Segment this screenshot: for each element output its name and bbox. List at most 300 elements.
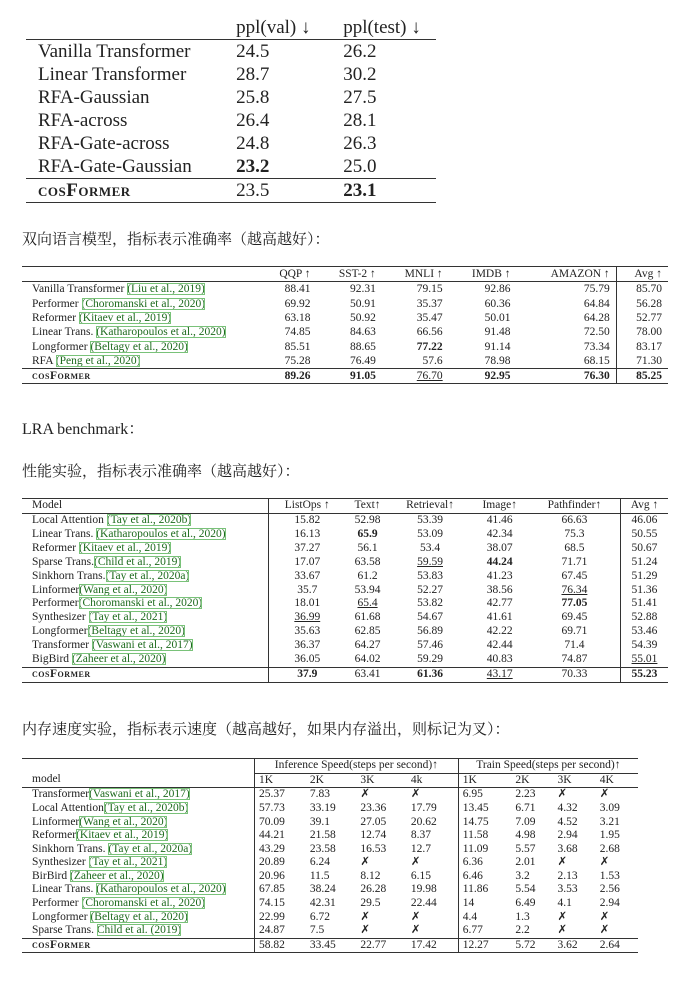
table-row <box>22 569 668 583</box>
citation-link[interactable]: Child et al. (2019) <box>96 924 182 937</box>
value-cell: 88.65 <box>349 340 376 353</box>
value-cell: 83.17 <box>616 339 668 353</box>
model-name-cell: Vanilla Transformer (Liu et al., 2019) <box>32 283 205 296</box>
citation-link[interactable]: (Tay et al., 2021) <box>88 611 168 624</box>
value-cell: 70.09 <box>255 815 306 829</box>
value-cell: 12.74 <box>360 829 387 842</box>
model-name-cell: Linear Trans. (Katharopoulos et al., 2020) <box>32 527 226 540</box>
citation-link[interactable]: (Beltagy et al., 2020) <box>87 625 185 638</box>
value-cell: 6.49 <box>515 897 536 910</box>
value-cell: 35.7 <box>269 583 346 597</box>
table-row <box>22 870 638 884</box>
value-cell: 2.13 <box>557 869 578 882</box>
value-cell: 2.68 <box>599 842 620 855</box>
model-name-cell: BigBird (Zaheer et al., 2020) <box>32 652 166 665</box>
value-cell: 5.57 <box>515 842 536 855</box>
citation-link[interactable]: (Wang et al., 2020) <box>79 815 168 828</box>
value-cell: 91.48 <box>484 326 511 339</box>
value-cell: 25.37 <box>255 788 306 802</box>
value-cell: 42.77 <box>486 597 513 610</box>
value-cell: 92.86 <box>484 283 511 296</box>
header-cell: 2K <box>511 773 553 788</box>
model-name-cell: Local Attention(Tay et al., 2020b) <box>32 801 189 814</box>
header-cell: 4k <box>407 773 458 788</box>
value-cell: 71.30 <box>616 354 668 369</box>
header-cell: Image↑ <box>471 499 529 514</box>
value-cell: 3.2 <box>515 869 530 882</box>
value-cell: 38.07 <box>486 541 513 554</box>
table-row <box>22 528 668 542</box>
value-cell: 36.37 <box>269 639 346 653</box>
header-cell: 3K <box>356 773 407 788</box>
model-name-cell: Sparse Trans. Child et al. (2019) <box>32 924 182 937</box>
citation-link[interactable]: (Vaswani et al., 2017) <box>91 639 193 652</box>
value-cell: 14.75 <box>458 815 511 829</box>
model-name-cell: Linear Trans. (Katharopoulos et al., 2020) <box>32 883 226 896</box>
value-cell: 42.22 <box>486 625 513 638</box>
value-cell: 77.22 <box>416 340 443 353</box>
table-row <box>22 611 668 625</box>
value-cell: 3.09 <box>599 801 620 814</box>
value-cell: 40.83 <box>486 652 513 665</box>
value-cell: 7.09 <box>515 815 536 828</box>
perplexity-table <box>26 16 436 203</box>
table-row <box>22 583 668 597</box>
value-cell: 79.15 <box>416 283 443 296</box>
value-cell: 57.46 <box>417 639 443 652</box>
value-cell: ✗ <box>557 924 568 937</box>
citation-link[interactable]: (Choromanski et al., 2020) <box>78 597 203 610</box>
value-cell: 69.71 <box>561 625 588 638</box>
value-cell: 3.68 <box>557 842 578 855</box>
header-cell: Model <box>22 499 269 514</box>
value-cell: 68.5 <box>564 541 585 554</box>
model-name-cell: Local Attention (Tay et al., 2020b) <box>32 514 192 527</box>
caption-speed: 内存速度实验，指标表示速度（越高越好，如果内存溢出，则标记为叉）： <box>22 720 510 738</box>
bidirectional-accuracy-table <box>22 266 668 384</box>
header-cell: MNLI ↑ <box>382 267 449 282</box>
value-cell: 74.15 <box>255 897 306 911</box>
table-row <box>22 897 638 911</box>
value-cell: ✗ <box>557 788 568 801</box>
value-cell: 53.83 <box>417 569 443 582</box>
value-cell: ✗ <box>557 856 568 869</box>
value-cell: 35.63 <box>269 625 346 639</box>
table-row <box>22 282 668 297</box>
model-name-cell: Reformer (Kitaev et al., 2019) <box>32 541 172 554</box>
value-cell: 59.59 <box>417 555 443 568</box>
speed-table <box>22 758 638 953</box>
table-row: RFA-Gate-across 24.8 26.3 <box>38 133 377 154</box>
model-name-cell: Sinkhorn Trans.(Tay et al., 2020a) <box>32 569 190 582</box>
header-cell <box>22 267 260 282</box>
value-cell: 27.05 <box>360 815 387 828</box>
header-cell: Text↑ <box>346 499 390 514</box>
value-cell: 50.55 <box>620 528 668 542</box>
value-cell: 63.18 <box>284 312 311 325</box>
value-cell: 26.28 <box>360 883 387 896</box>
value-cell: 12.7 <box>410 842 431 855</box>
value-cell: 50.01 <box>484 312 511 325</box>
citation-link[interactable]: (Peng et al., 2020) <box>55 354 141 367</box>
value-cell: 52.27 <box>417 583 443 596</box>
header-cell: IMDB ↑ <box>449 267 517 282</box>
table-row <box>22 297 668 311</box>
table-row <box>22 653 668 667</box>
header-cell: model <box>22 773 255 788</box>
value-cell: 11.09 <box>458 843 511 857</box>
value-cell: 23.58 <box>309 842 336 855</box>
value-cell: 16.13 <box>269 528 346 542</box>
value-cell: 3.21 <box>599 815 620 828</box>
value-cell: 65.4 <box>357 597 378 610</box>
value-cell: 53.09 <box>417 527 443 540</box>
value-cell: 51.29 <box>620 569 668 583</box>
value-cell: 77.05 <box>561 597 588 610</box>
header-cell: Avg ↑ <box>620 499 668 514</box>
value-cell: 56.1 <box>357 541 378 554</box>
model-name-cell: RFA (Peng et al., 2020) <box>32 354 141 367</box>
value-cell: 8.12 <box>360 869 381 882</box>
value-cell: 36.05 <box>269 653 346 667</box>
caption-lra: LRA benchmark： <box>22 421 145 438</box>
value-cell: 72.50 <box>583 326 610 339</box>
model-name-cell: Sparse Trans.(Child et al., 2019) <box>32 555 182 568</box>
citation-link[interactable]: (Choromanski et al., 2020) <box>81 897 206 910</box>
value-cell: 44.24 <box>486 555 513 568</box>
value-cell: 6.71 <box>515 801 536 814</box>
value-cell: 4.1 <box>557 897 572 910</box>
table-row: cosFormer 89.26 91.05 76.70 92.95 76.30 85.25 <box>22 369 668 384</box>
citation-link[interactable]: (Choromanski et al., 2020) <box>81 297 206 310</box>
value-cell: 50.67 <box>620 542 668 556</box>
value-cell: 52.88 <box>620 611 668 625</box>
value-cell: 20.89 <box>255 856 306 870</box>
citation-link[interactable]: (Beltagy et al., 2020) <box>90 340 188 353</box>
value-cell: 35.37 <box>416 297 443 310</box>
table-row: RFA-Gate-Gaussian 23.2 25.0 <box>38 156 377 177</box>
value-cell: 6.95 <box>458 788 511 802</box>
value-cell: 11.86 <box>458 883 511 897</box>
header-cell: 2K <box>306 773 357 788</box>
value-cell: 66.63 <box>561 514 588 527</box>
value-cell: 36.99 <box>269 611 346 625</box>
citation-link[interactable]: (Beltagy et al., 2020) <box>90 910 188 923</box>
table-row: RFA-across 26.4 28.1 <box>38 110 377 131</box>
table-row <box>22 829 638 843</box>
value-cell: 75.3 <box>564 527 585 540</box>
table-row <box>22 311 668 325</box>
value-cell: 71.71 <box>561 555 588 568</box>
value-cell: 55.01 <box>620 653 668 667</box>
citation-link[interactable]: (Tay et al., 2021) <box>88 856 168 869</box>
value-cell: 43.29 <box>255 843 306 857</box>
value-cell: 18.01 <box>269 597 346 611</box>
value-cell: 74.87 <box>561 652 588 665</box>
table-row: cosFormer 23.5 23.1 <box>26 179 436 203</box>
value-cell: 68.15 <box>583 354 610 367</box>
value-cell: 61.68 <box>354 611 381 624</box>
value-cell: 61.2 <box>357 569 378 582</box>
citation-link[interactable]: (Kitaev et al., 2019) <box>78 312 172 325</box>
model-name-cell: BirBird (Zaheer et al., 2020) <box>32 869 164 882</box>
citation-link[interactable]: (Katharopoulos et al., 2020) <box>96 527 226 540</box>
header-cell: 4K <box>596 773 638 788</box>
value-cell: 64.84 <box>583 297 610 310</box>
citation-link[interactable]: (Katharopoulos et al., 2020) <box>96 883 226 896</box>
table-row: RFA-Gaussian 25.8 27.5 <box>38 87 377 108</box>
table-row <box>22 788 638 802</box>
value-cell: 38.56 <box>486 583 513 596</box>
value-cell: 29.5 <box>360 897 381 910</box>
model-name-cell: Synthesizer (Tay et al., 2021) <box>32 856 168 869</box>
value-cell: 52.77 <box>616 311 668 325</box>
value-cell: ✗ <box>599 856 610 869</box>
value-cell: 5.54 <box>515 883 536 896</box>
value-cell: 53.39 <box>417 514 443 527</box>
value-cell: 51.24 <box>620 556 668 570</box>
lra-accuracy-table <box>22 498 668 683</box>
value-cell: 46.06 <box>620 513 668 527</box>
value-cell: 6.46 <box>458 870 511 884</box>
value-cell: 41.61 <box>486 611 513 624</box>
value-cell: ✗ <box>410 924 421 937</box>
value-cell: 64.28 <box>583 312 610 325</box>
value-cell: 2.2 <box>515 924 530 937</box>
header-cell: ppl(test) ↓ <box>325 16 436 40</box>
value-cell: 63.58 <box>354 555 381 568</box>
value-cell: ✗ <box>557 910 568 923</box>
value-cell: 56.28 <box>616 297 668 311</box>
model-name-cell: Performer (Choromanski et al., 2020) <box>32 297 206 310</box>
model-name-cell: Transformer (Vaswani et al., 2017) <box>32 639 193 652</box>
value-cell: 65.9 <box>357 527 378 540</box>
value-cell: 62.85 <box>354 625 381 638</box>
table-row <box>22 556 668 570</box>
value-cell: 2.56 <box>599 883 620 896</box>
citation-link[interactable]: (Tay et al., 2020a) <box>105 569 190 582</box>
value-cell: 71.4 <box>564 639 585 652</box>
value-cell: 57.6 <box>422 354 443 367</box>
value-cell: ✗ <box>410 856 421 869</box>
header-cell: Pathfinder↑ <box>529 499 621 514</box>
value-cell: 24.87 <box>255 924 306 938</box>
value-cell: 60.36 <box>484 297 511 310</box>
value-cell: 6.15 <box>410 869 431 882</box>
value-cell: 19.98 <box>410 883 437 896</box>
citation-link[interactable]: (Vaswani et al., 2017) <box>89 788 190 801</box>
value-cell: 35.47 <box>416 312 443 325</box>
table-row <box>22 354 668 369</box>
citation-link[interactable]: (Zaheer et al., 2020) <box>70 869 164 882</box>
table-row: Vanilla Transformer 24.5 26.2 <box>38 41 377 62</box>
value-cell: 69.45 <box>561 611 588 624</box>
header-cell: AMAZON ↑ <box>517 267 617 282</box>
header-cell: SST-2 ↑ <box>317 267 382 282</box>
value-cell: 4.4 <box>458 911 511 925</box>
value-cell: 52.98 <box>354 514 381 527</box>
value-cell: 6.24 <box>309 856 330 869</box>
value-cell: 44.21 <box>255 829 306 843</box>
value-cell: 78.98 <box>484 354 511 367</box>
train-speed-group: Train Speed(steps per second)↑ <box>458 759 638 774</box>
value-cell: 84.63 <box>349 326 376 339</box>
value-cell: 6.72 <box>309 910 330 923</box>
value-cell: 39.1 <box>309 815 330 828</box>
value-cell: 56.89 <box>417 625 443 638</box>
value-cell: 67.45 <box>561 569 588 582</box>
table-row <box>22 924 638 938</box>
value-cell: 59.29 <box>417 652 443 665</box>
citation-link[interactable]: (Tay et al., 2020b) <box>103 801 189 814</box>
value-cell: 42.44 <box>486 639 513 652</box>
value-cell: 3.53 <box>557 883 578 896</box>
value-cell: 64.02 <box>354 652 381 665</box>
table-row: Linear Transformer 28.7 30.2 <box>38 64 377 85</box>
table-row: cosFormer 58.82 33.45 22.77 17.42 12.27 5.72 3.62 2.64 <box>22 938 638 953</box>
value-cell: 76.49 <box>349 354 376 367</box>
value-cell: 2.23 <box>515 788 536 801</box>
header-cell: Retrieval↑ <box>390 499 471 514</box>
value-cell: 53.94 <box>354 583 381 596</box>
model-name-cell: Reformer (Kitaev et al., 2019) <box>32 312 172 325</box>
table-row <box>22 802 638 816</box>
table-row <box>22 856 638 870</box>
value-cell: 17.07 <box>269 556 346 570</box>
model-name-cell: Reformer(Kitaev et al., 2019) <box>32 829 169 842</box>
table-row <box>22 911 638 925</box>
value-cell: 42.34 <box>486 527 513 540</box>
value-cell: 88.41 <box>284 283 311 296</box>
citation-link[interactable]: (Tay et al., 2020b) <box>106 514 192 527</box>
header-cell <box>26 16 218 40</box>
value-cell: 51.41 <box>620 597 668 611</box>
value-cell: 20.62 <box>410 815 437 828</box>
citation-link[interactable]: (Liu et al., 2019) <box>127 283 205 296</box>
value-cell: 54.39 <box>620 639 668 653</box>
value-cell: 38.24 <box>309 883 336 896</box>
value-cell: 4.32 <box>557 801 578 814</box>
value-cell: 41.46 <box>486 514 513 527</box>
value-cell: 37.27 <box>269 542 346 556</box>
value-cell: ✗ <box>410 910 421 923</box>
value-cell: 1.3 <box>515 910 530 923</box>
model-name-cell: Performer(Choromanski et al., 2020) <box>32 597 203 610</box>
value-cell: 92.31 <box>349 283 376 296</box>
value-cell: 41.23 <box>486 569 513 582</box>
citation-link[interactable]: (Child et al., 2019) <box>93 555 182 568</box>
model-name-cell: Longformer (Beltagy et al., 2020) <box>32 340 188 353</box>
value-cell: 64.27 <box>354 639 381 652</box>
value-cell: 53.4 <box>419 541 441 554</box>
value-cell: 69.92 <box>284 297 311 310</box>
citation-link[interactable]: (Tay et al., 2020a) <box>108 842 193 855</box>
value-cell: 8.37 <box>410 829 431 842</box>
value-cell: 73.34 <box>583 340 610 353</box>
header-cell: Avg ↑ <box>616 267 668 282</box>
table-row <box>22 339 668 353</box>
model-name-cell: Linear Trans. (Katharopoulos et al., 2020) <box>32 326 226 339</box>
value-cell: 51.36 <box>620 583 668 597</box>
value-cell: 16.53 <box>360 842 387 855</box>
value-cell: 67.85 <box>255 883 306 897</box>
value-cell: 54.67 <box>417 611 443 624</box>
value-cell: 15.82 <box>269 513 346 527</box>
header-cell: 1K <box>255 773 306 788</box>
value-cell: 53.46 <box>620 625 668 639</box>
table-row <box>22 843 638 857</box>
value-cell: ✗ <box>599 910 610 923</box>
model-name-cell: Sinkhorn Trans. (Tay et al., 2020a) <box>32 842 193 855</box>
value-cell: ✗ <box>360 910 370 923</box>
header-cell: QQP ↑ <box>260 267 317 282</box>
value-cell: ✗ <box>360 856 370 869</box>
value-cell: 7.5 <box>309 924 325 937</box>
value-cell: ✗ <box>360 924 370 937</box>
citation-link[interactable]: (Kitaev et al., 2019) <box>78 541 172 554</box>
inference-speed-group: Inference Speed(steps per second)↑ <box>255 759 459 774</box>
header-cell: ppl(val) ↓ <box>218 16 325 40</box>
model-name-cell: Performer (Choromanski et al., 2020) <box>32 897 206 910</box>
table-row <box>22 883 638 897</box>
value-cell: 4.98 <box>515 829 536 842</box>
value-cell: 53.82 <box>417 597 443 610</box>
table-row <box>22 513 668 527</box>
value-cell: 66.56 <box>416 326 443 339</box>
value-cell: 85.51 <box>284 340 311 353</box>
citation-link[interactable]: (Wang et al., 2020) <box>79 583 168 596</box>
value-cell: 57.73 <box>255 802 306 816</box>
value-cell: ✗ <box>410 788 421 801</box>
header-cell: 3K <box>554 773 596 788</box>
table-row <box>22 625 668 639</box>
table-row <box>22 542 668 556</box>
value-cell: 33.67 <box>269 569 346 583</box>
value-cell: 11.58 <box>458 829 511 843</box>
value-cell: 11.5 <box>309 869 330 882</box>
citation-link[interactable]: (Katharopoulos et al., 2020) <box>96 326 226 339</box>
value-cell: 33.19 <box>309 801 336 814</box>
value-cell: 76.34 <box>561 583 588 596</box>
table-row <box>22 639 668 653</box>
citation-link[interactable]: (Kitaev et al., 2019) <box>76 829 169 842</box>
value-cell: ✗ <box>360 788 370 801</box>
table-row <box>22 325 668 339</box>
value-cell: 75.28 <box>284 354 311 367</box>
model-name-cell: Longformer (Beltagy et al., 2020) <box>32 910 188 923</box>
caption-performance: 性能实验，指标表示准确率（越高越好）： <box>22 462 300 480</box>
value-cell: 50.92 <box>349 312 376 325</box>
model-name-cell: Longformer(Beltagy et al., 2020) <box>32 625 185 638</box>
value-cell: 21.58 <box>309 829 336 842</box>
model-name-cell: Linformer(Wang et al., 2020) <box>32 815 168 828</box>
value-cell: ✗ <box>599 924 610 937</box>
citation-link[interactable]: (Zaheer et al., 2020) <box>71 652 166 665</box>
value-cell: 50.91 <box>349 297 376 310</box>
value-cell: 2.94 <box>599 897 620 910</box>
value-cell: 2.01 <box>515 856 536 869</box>
value-cell: 1.95 <box>599 829 620 842</box>
model-name-cell: Synthesizer (Tay et al., 2021) <box>32 611 168 624</box>
value-cell: 14 <box>458 897 511 911</box>
header-cell: 1K <box>458 773 511 788</box>
value-cell: 2.94 <box>557 829 578 842</box>
value-cell: 23.36 <box>360 801 387 814</box>
caption-bidirectional: 双向语言模型，指标表示准确率（越高越好）： <box>22 230 330 248</box>
value-cell: 13.45 <box>458 802 511 816</box>
value-cell: 91.14 <box>484 340 511 353</box>
value-cell: 74.85 <box>284 326 311 339</box>
